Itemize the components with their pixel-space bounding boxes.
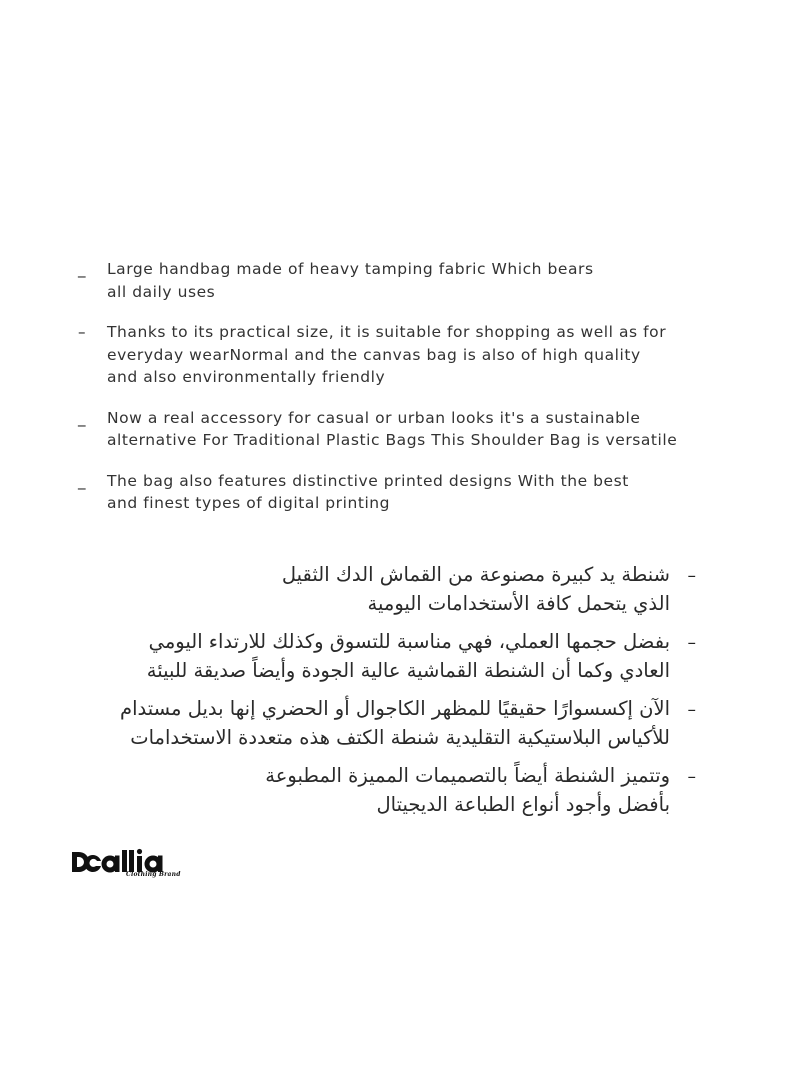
english-bullet-item	[78, 321, 718, 389]
bullet-dash: –	[78, 323, 87, 341]
english-description-list	[78, 258, 718, 515]
item-line: all daily uses	[107, 282, 216, 301]
item-line: الآن إكسسوارًا حقيقيًا للمظهر الكاجوال أو الحضري إنها بديل مستدام	[120, 697, 670, 720]
item-line: The bag also features distinctive printed designs With the best	[107, 471, 629, 490]
bullet-dash: _	[78, 471, 87, 490]
item-line: Thanks to its practical size, it is suitable for shopping as well as for	[107, 323, 667, 341]
bullet-dash: _	[78, 408, 87, 427]
brand-logo	[70, 846, 181, 882]
item-line: شنطة يد كبيرة مصنوعة من القماش الدك الثقيل	[281, 563, 670, 586]
english-bullet-item	[78, 407, 718, 452]
brand-tagline: Clothing Brand	[126, 871, 181, 878]
item-line: بأفضل وأجود أنواع الطباعة الديجيتال	[376, 793, 670, 816]
arabic-description-list	[56, 560, 696, 819]
item-line: Large handbag made of heavy tamping fabric Which bears	[107, 260, 594, 278]
english-bullet-item	[78, 470, 718, 515]
brand-wordmark	[70, 882, 71, 883]
bullet-dash: _	[78, 260, 87, 278]
item-line: Now a real accessory for casual or urban looks it's a sustainable	[107, 408, 641, 427]
arabic-bullet-item	[56, 627, 696, 685]
item-line: everyday wearNormal and the canvas bag is also of high quality	[107, 345, 641, 364]
item-line: العادي وكما أن الشنطة القماشية عالية الجودة وأيضاً صديقة للبيئة	[146, 659, 670, 682]
item-line: الذي يتحمل كافة الأستخدامات اليومية	[367, 592, 670, 615]
bullet-dash: –	[687, 633, 696, 653]
arabic-bullet-item	[56, 694, 696, 752]
english-bullet-item	[78, 258, 718, 303]
bullet-dash: –	[687, 767, 696, 787]
item-line: للأكياس البلاستيكية التقليدية شنطة الكتف هذه متعددة الاستخدامات	[130, 726, 670, 749]
arabic-bullet-item	[56, 560, 696, 618]
arabic-bullet-item	[56, 761, 696, 819]
item-line: بفضل حجمها العملي، فهي مناسبة للتسوق وكذلك للارتداء اليومي	[148, 630, 670, 653]
bullet-dash: –	[687, 700, 696, 720]
item-line: and also environmentally friendly	[107, 368, 386, 386]
bullet-dash: –	[687, 566, 696, 586]
item-line: and finest types of digital printing	[107, 494, 391, 512]
item-line: وتتميز الشنطة أيضاً بالتصميمات المميزة المطبوعة	[265, 764, 670, 787]
item-line: alternative For Traditional Plastic Bags This Shoulder Bag is versatile	[107, 431, 678, 449]
